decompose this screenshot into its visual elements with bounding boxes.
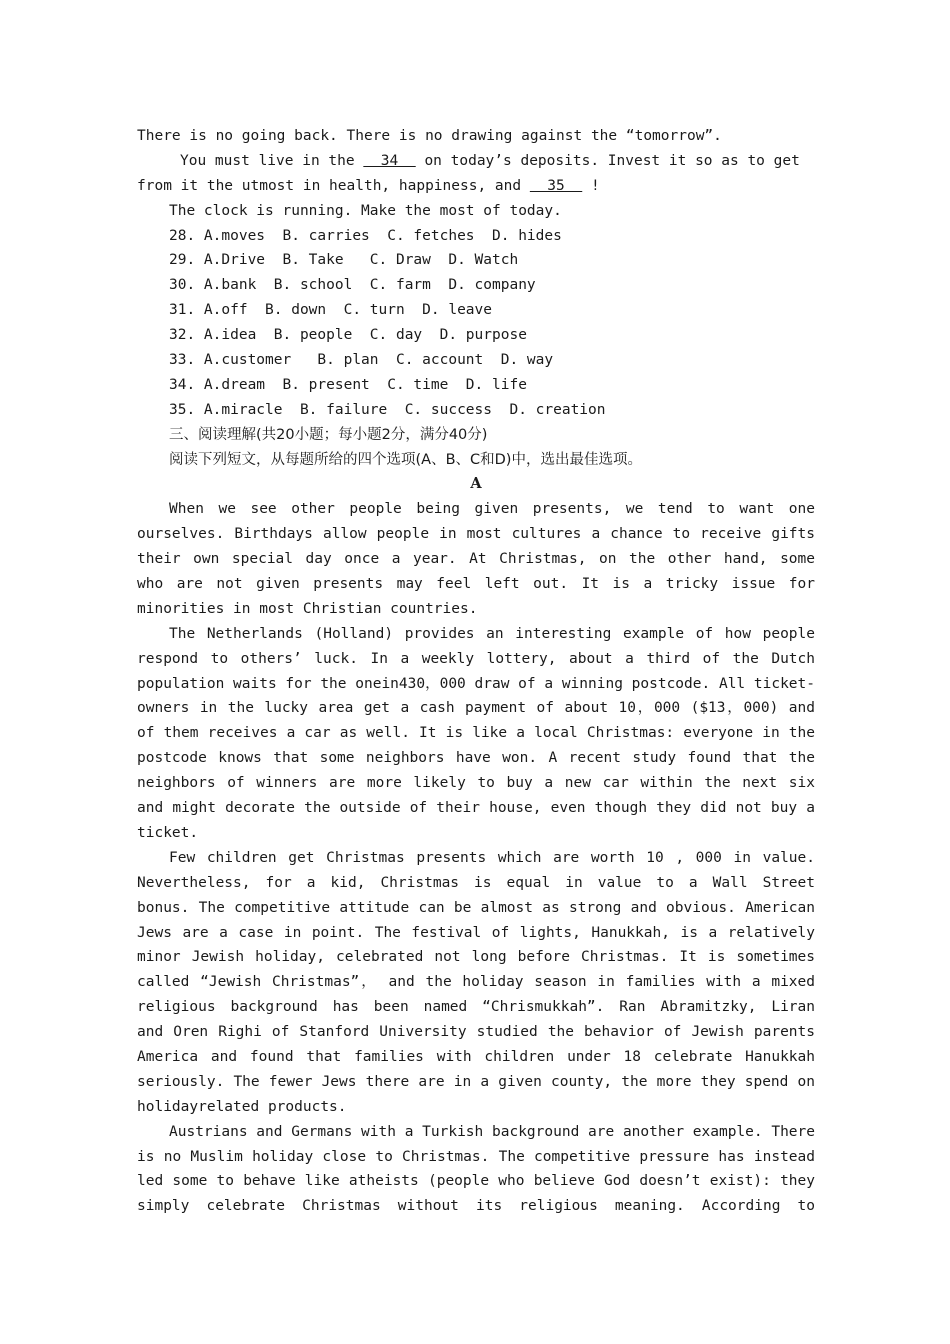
article-line: called “Jewish Christmas”， and the holiday season in families with a mixed — [137, 974, 815, 991]
question-31: 31. A.off B. down C. turn D. leave — [169, 302, 493, 319]
question-30: 30. A.bank B. school C. farm D. company — [169, 277, 536, 294]
article-line: The Netherlands (Holland) provides an interesting example of how people — [169, 625, 815, 642]
article-line: minorities in most Christian countries. — [137, 600, 478, 617]
article-line: America and found that families with children under 18 celebrate Hanukkah — [137, 1048, 815, 1065]
article-line: and might decorate the outside of their house, even though they did not buy a — [137, 800, 815, 817]
passage-text: ! — [590, 177, 600, 194]
blank-34: 34 — [363, 152, 416, 169]
question-list — [137, 224, 815, 423]
article-heading: A — [470, 475, 482, 493]
article-line: Jews are a case in point. The festival of lights, Hanukkah, is a relatively — [137, 924, 815, 941]
passage-text: You must live in the — [180, 152, 364, 169]
question-35: 35. A.miracle B. failure C. success D. creation — [169, 401, 606, 418]
article-line: and Oren Righi of Stanford University studied the behavior of Jewish parents — [137, 1024, 815, 1041]
passage-line: The clock is running. Make the most of today. — [169, 202, 562, 219]
article-line: is no Muslim holiday close to Christmas. The competitive pressure has instead — [137, 1148, 815, 1165]
passage-line — [137, 149, 815, 174]
article-line: led some to behave like atheists (people who believe God doesn’t exist): they — [137, 1173, 815, 1190]
article-line: who are not given presents may feel left out. It is a tricky issue for — [137, 576, 815, 593]
article-line: When we see other people being given presents, we tend to want one — [169, 501, 815, 518]
passage-line: There is no going back. There is no drawing against the “tomorrow”. — [137, 128, 722, 144]
article-line: seriously. The fewer Jews there are in a given county, the more they spend on — [137, 1073, 815, 1090]
article-line: neighbors of winners are more likely to buy a new car within the next six — [137, 775, 815, 792]
article-line: population waits for the onein430，000 draw of a winning postcode. All ticket- — [137, 675, 815, 692]
article-line: respond to others’ luck. In a weekly lottery, about a third of the Dutch — [137, 650, 815, 667]
article-line: holidayrelated products. — [137, 1098, 347, 1115]
section-title: 三、阅读理解(共20小题；每小题2分，满分40分) — [169, 426, 488, 443]
article-line: simply celebrate Christmas without its religious meaning. According to — [137, 1198, 815, 1215]
article-line: their own special day once a year. At Christmas, on the other hand, some — [137, 551, 815, 568]
article-line: ticket. — [137, 824, 199, 841]
question-34: 34. A.dream B. present C. time D. life — [169, 376, 527, 393]
passage-line — [137, 174, 815, 199]
article-line: bonus. The competitive attitude can be almost as strong and obvious. American — [137, 899, 815, 916]
passage-text: from it the utmost in health, happiness, and — [137, 177, 530, 194]
article-line: owners in the lucky area get a cash payment of about 10，000 ($13，000) and — [137, 700, 815, 717]
article-line: Nevertheless, for a kid, Christmas is equal in value to a Wall Street — [137, 874, 815, 891]
passage-text: on today’s deposits. Invest it so as to get — [415, 152, 800, 169]
article-line: religious background has been named “Chrismukkah”. Ran Abramitzky, Liran — [137, 999, 815, 1016]
article-line: Austrians and Germans with a Turkish background are another example. There — [169, 1123, 815, 1140]
article-line: ourselves. Birthdays allow people in most cultures a chance to receive gifts — [137, 526, 815, 543]
article-body — [137, 497, 815, 1219]
section-instruction: 阅读下列短文，从每题所给的四个选项(A、B、C和D)中，选出最佳选项。 — [169, 451, 642, 468]
question-33: 33. A.customer B. plan C. account D. way — [169, 352, 554, 369]
question-28: 28. A.moves B. carries C. fetches D. hides — [169, 227, 562, 244]
question-32: 32. A.idea B. people C. day D. purpose — [169, 327, 527, 344]
document-body — [137, 124, 815, 1219]
article-line: postcode knows that some neighbors have won. A recent study found that the — [137, 750, 815, 767]
blank-35: 35 — [529, 177, 583, 194]
question-29: 29. A.Drive B. Take C. Draw D. Watch — [169, 252, 519, 269]
article-line: of them receives a car as well. It is like a local Christmas: everyone in the — [137, 725, 815, 742]
article-line: Few children get Christmas presents which are worth 10 , 000 in value. — [169, 849, 815, 866]
article-line: minor Jewish holiday, celebrated not long before Christmas. It is sometimes — [137, 949, 815, 966]
